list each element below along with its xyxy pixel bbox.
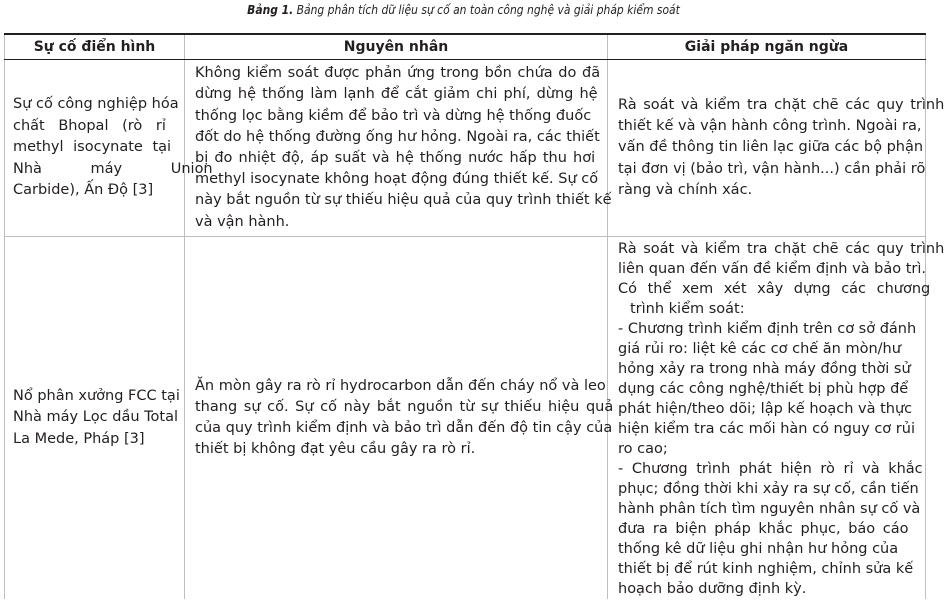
text-line: ràng và chính xác. xyxy=(618,181,753,198)
solution-cell xyxy=(608,237,944,600)
incident-analysis-table xyxy=(4,33,944,599)
text-line: giá rủi ro: liệt kê các cơ chế ăn mòn/hư xyxy=(618,341,901,357)
text-line: methyl isocynate không hoạt động đúng thiết kế. Sự cố xyxy=(195,171,599,188)
header-row xyxy=(5,34,926,60)
text-line: đưa ra biện pháp khắc phục, báo cáo xyxy=(618,521,909,537)
caption-text: Bảng phân tích dữ liệu sự cố an toàn công nghệ và giải pháp kiểm soát xyxy=(296,2,680,17)
header-cause: Nguyên nhân xyxy=(185,34,608,60)
text-line: phục; đồng thời khi xảy ra sự cố, cần tiến xyxy=(618,481,919,497)
solution-text xyxy=(608,95,944,201)
caption-label: Bảng 1. xyxy=(247,2,294,17)
table-row xyxy=(5,60,926,237)
text-line: chất Bhopal (rò rỉ xyxy=(13,117,166,134)
text-line: đốt do hệ thống đường ống hư hỏng. Ngoài ra, các thiết xyxy=(195,128,600,145)
header-solution: Giải pháp ngăn ngừa xyxy=(608,34,926,60)
text-line: thống kê dữ liệu ghi nhận hư hỏng của xyxy=(618,541,899,557)
text-line: ro cao; xyxy=(618,441,668,457)
cause-text xyxy=(185,63,612,233)
text-line: thiết bị để rút kinh nghiệm, chỉnh sửa kế xyxy=(618,561,914,577)
text-line: và vận hành. xyxy=(195,213,290,230)
text-line: thang sự cố. Sự cố này bắt nguồn từ sự thiếu hiệu quả xyxy=(195,398,614,415)
text-line: này bắt nguồn từ sự thiếu hiệu quả của quy trình thiết kế xyxy=(195,192,612,209)
text-line: hoạch bảo dưỡng định kỳ. xyxy=(618,581,807,597)
text-line: trình kiểm soát: xyxy=(630,301,745,317)
text-line: Rà soát và kiểm tra chặt chẽ các quy trình xyxy=(618,96,944,113)
text-line: Nổ phân xưởng FCC tại xyxy=(13,388,180,405)
incident-text xyxy=(5,386,184,450)
incident-text xyxy=(5,94,213,202)
header-incident: Sự cố điển hình xyxy=(5,34,185,60)
text-line: hành phân tích tìm nguyên nhân sự cố và xyxy=(618,501,921,517)
cause-text xyxy=(185,376,614,461)
text-line: dừng hệ thống làm lạnh để cắt giảm chi phí, dừng hệ xyxy=(195,86,598,103)
text-line: Nhà máy Union xyxy=(13,160,213,177)
text-line: vấn đề thông tin liên lạc giữa các bộ phận xyxy=(618,139,924,156)
text-line: - Chương trình kiểm định trên cơ sở đánh xyxy=(618,321,917,337)
text-line: Có thể xem xét xây dựng các chương xyxy=(618,281,931,297)
solution-text xyxy=(608,237,944,599)
text-line: Không kiểm soát được phản ứng trong bồn chứa do đã xyxy=(195,65,601,82)
text-line: thống lọc bằng kiềm để bảo trì và dừng hệ thống đuốc xyxy=(195,107,592,124)
table-row xyxy=(5,237,926,600)
text-line: tại đơn vị (bảo trì, vận hành...) cần phải rõ xyxy=(618,160,926,177)
table-caption xyxy=(65,2,862,18)
text-line: hiện kiểm tra các mối hàn có nguy cơ rủi xyxy=(618,421,915,437)
text-line: thiết kế và vận hành công trình. Ngoài ra, xyxy=(618,118,922,135)
text-line: thiết bị không đạt yêu cầu gây ra rò rỉ. xyxy=(195,441,476,458)
text-line: Ăn mòn gây ra rò rỉ hydrocarbon dẫn đến cháy nổ và leo xyxy=(195,377,606,394)
cause-cell xyxy=(185,237,614,600)
incident-cell xyxy=(5,60,213,237)
text-line: La Mede, Pháp [3] xyxy=(13,430,145,447)
cause-cell xyxy=(185,60,612,237)
text-line: liên quan đến vấn đề kiểm định và bảo trì. xyxy=(618,261,927,277)
text-line: của quy trình kiểm định và bảo trì dẫn đến độ tin cậy của xyxy=(195,420,613,436)
text-line: Rà soát và kiểm tra chặt chẽ các quy trình xyxy=(618,241,944,257)
text-line: methyl isocynate tại xyxy=(13,139,172,156)
text-line: Nhà máy Lọc dầu Total xyxy=(13,409,179,426)
text-line: dụng các công nghệ/thiết bị phù hợp để xyxy=(618,381,909,397)
text-line: Carbide), Ấn Độ [3] xyxy=(13,182,154,199)
text-line: Sự cố công nghiệp hóa xyxy=(13,96,179,113)
incident-cell xyxy=(5,237,185,600)
text-line: hỏng xảy ra trong nhà máy đồng thời sử xyxy=(618,361,911,377)
solution-cell xyxy=(608,60,944,237)
text-line: - Chương trình phát hiện rò rỉ và khắc xyxy=(618,461,923,477)
text-line: bị đo nhiệt độ, áp suất và hệ thống nước hấp thu hơi xyxy=(195,150,596,166)
text-line: phát hiện/theo dõi; lập kế hoạch và thực xyxy=(618,401,913,417)
